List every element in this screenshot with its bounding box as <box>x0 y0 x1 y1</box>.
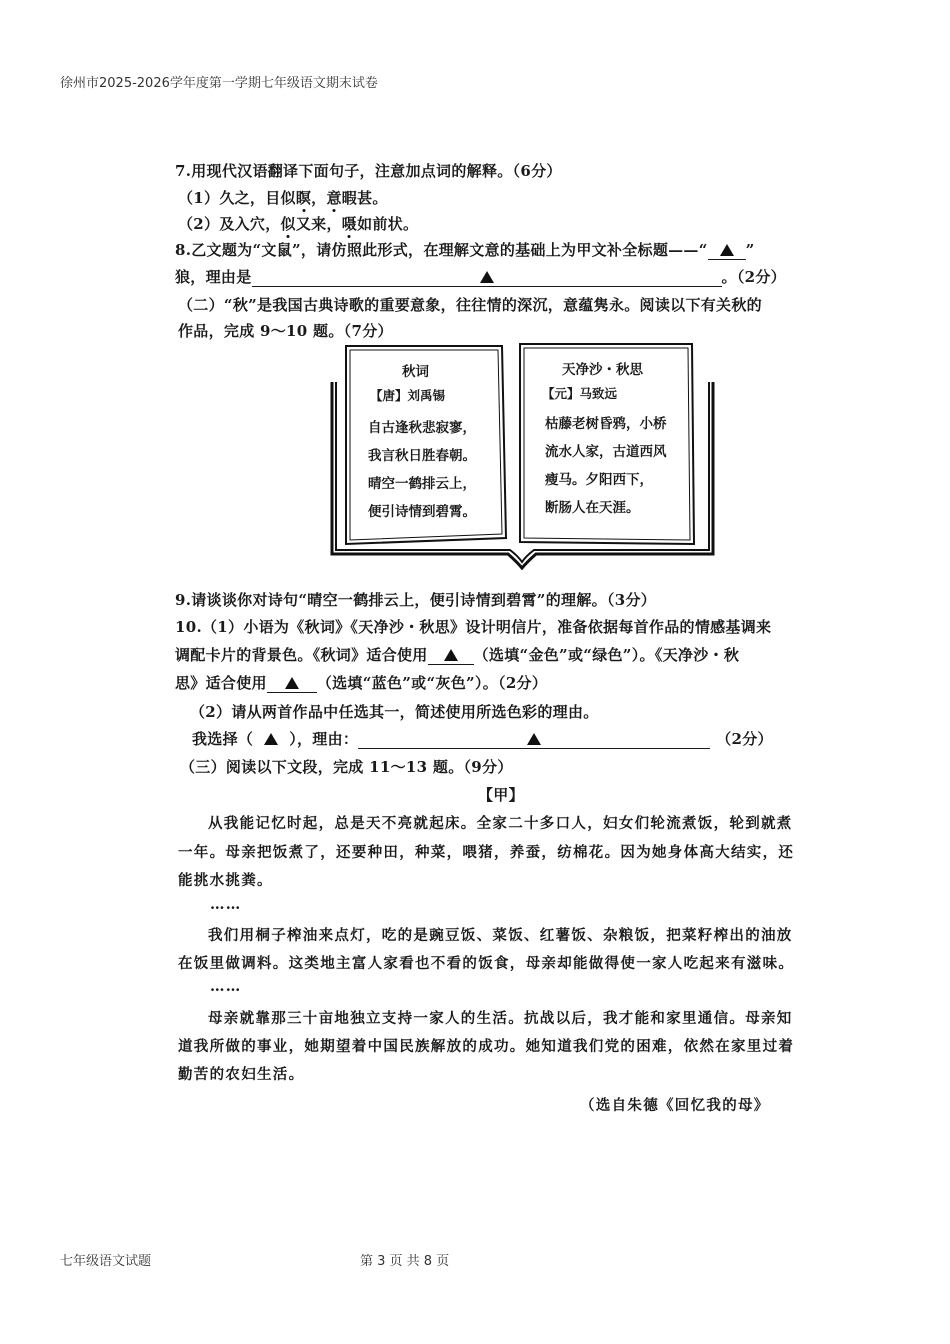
passage-p1-line: 一年。母亲把饭煮了，还要种田，种菜，喂猪，养蚕，纺棉花。因为她身体高大结实，还 <box>178 844 795 861</box>
passage-ellipsis: …… <box>210 896 242 913</box>
footer-page-number: 第 3 页 共 8 页 <box>360 1254 450 1269</box>
q8-line1-close: ” <box>745 241 755 259</box>
q10-line-3 <box>175 672 547 693</box>
q7-s1-mid: ， <box>311 189 327 207</box>
q10-color-blank-2[interactable] <box>267 674 317 693</box>
passage-p3-line: 勤苦的农妇生活。 <box>178 1066 305 1083</box>
footer-subject: 七年级语文试题 <box>60 1254 152 1269</box>
poem-left-line: 我言秋日胜春朝。 <box>368 448 476 464</box>
passage-p1-line: 从我能记忆时起，总是天不亮就起床。全家二十多口人，妇女们轮流煮饭，轮到就煮 <box>208 815 793 832</box>
passage-p2-line: 我们用桐子榨油来点灯，吃的是豌豆饭、菜饭、红薯饭、杂粮饭，把菜籽榨出的油放 <box>208 927 793 944</box>
passage-p1-line: 能挑水挑粪。 <box>178 872 273 889</box>
poem-right-author: 【元】马致远 <box>542 386 618 401</box>
q9-stem: 9.请谈谈你对诗句“晴空一鹤排云上，便引诗情到碧霄”的理解。（3分） <box>175 591 657 609</box>
poem-left-title: 秋词 <box>402 364 429 380</box>
q10-choice-blank[interactable] <box>253 730 289 748</box>
q10-line3-text: 思》适合使用 <box>175 674 267 692</box>
q8-line-2 <box>175 266 786 287</box>
q7-s1-dotted-word: 瞑 <box>295 189 312 207</box>
q7-sentence-2 <box>178 213 418 234</box>
section-2-intro-line-1: （二）“秋”是我国古典诗歌的重要意象，往往情的深沉，意蕴隽永。阅读以下有关秋的 <box>178 296 762 314</box>
q8-line-1 <box>175 239 755 260</box>
q10-choose-line <box>192 728 773 749</box>
passage-p2-line: 在饭里做调料。这类地主富人家看也不看的饭食，母亲却能做得使一家人吃起来有滋味。 <box>178 955 795 972</box>
poem-right-line: 瘦马。夕阳西下， <box>545 472 653 488</box>
poem-left-author: 【唐】刘禹锡 <box>370 388 446 403</box>
section-3-intro: （三）阅读以下文段，完成 11～13 题。（9分） <box>180 758 513 776</box>
q7-s1-dotted-word-2: 意 <box>326 189 342 207</box>
q10-line2-rest: （选填“金色”或“绿色”）。《天净沙・秋 <box>473 646 740 664</box>
q7-s2-mid: 又来， <box>295 215 342 233</box>
passage-ellipsis: …… <box>210 978 242 995</box>
q10-line-2 <box>175 644 739 665</box>
q8-reason-blank[interactable] <box>252 268 722 287</box>
q8-title-blank[interactable] <box>708 241 746 260</box>
poem-left-line: 晴空一鹤排云上， <box>368 476 476 492</box>
q10-color-blank-1[interactable] <box>428 646 474 665</box>
q10-choose-pre: 我选择（ <box>192 730 254 748</box>
poem-right-title: 天净沙・秋思 <box>562 362 643 378</box>
q10-choose-points: （2分） <box>716 730 773 748</box>
q7-s2-rest: 如前状。 <box>357 215 419 233</box>
q8-line2-text: 狼，理由是 <box>175 268 252 286</box>
passage-label: 【甲】 <box>478 786 524 804</box>
q10-line2-text: 调配卡片的背景色。《秋词》适合使用 <box>175 646 428 664</box>
answer-triangle-icon <box>480 271 494 283</box>
answer-triangle-icon <box>527 733 541 745</box>
q10-choose-mid: ），理由： <box>289 730 359 748</box>
passage-p3-line: 道我所做的事业，她期望着中国民族解放的成功。她知道我们党的困难，依然在家里过着 <box>178 1038 795 1055</box>
poem-left-line: 便引诗情到碧霄。 <box>368 504 476 520</box>
answer-triangle-icon <box>720 244 734 256</box>
q8-points: 。（2分） <box>721 268 786 286</box>
q7-s2-dotted-word-2: 嗫 <box>341 215 358 233</box>
answer-triangle-icon <box>285 677 299 689</box>
poem-right-line: 流水人家，古道西风 <box>545 444 667 460</box>
answer-triangle-icon <box>444 649 458 661</box>
q10-reason-blank[interactable] <box>358 730 710 749</box>
q10-line-1: 10.（1）小语为《秋词》《天净沙・秋思》设计明信片，准备依据每首作品的情感基调来 <box>175 618 772 636</box>
poem-left-line: 自古逢秋悲寂寥， <box>368 420 476 436</box>
q10-part-2: （2）请从两首作品中任选其一，简述使用所选色彩的理由。 <box>190 703 599 721</box>
section-2-intro-line-2: 作品，完成 9～10 题。（7分） <box>178 322 393 340</box>
poem-right-line: 断肠人在天涯。 <box>545 500 640 516</box>
open-book-illustration <box>330 340 715 570</box>
q7-sentence-1 <box>178 187 388 208</box>
passage-source: （选自朱德《回忆我的母》 <box>580 1097 770 1114</box>
q7-s1-rest: 暇甚。 <box>341 189 388 207</box>
answer-triangle-icon <box>264 733 278 745</box>
q10-line3-rest: （选填“蓝色”或“灰色”）。（2分） <box>316 674 548 692</box>
q7-s2-dotted-word: 似 <box>280 215 296 233</box>
q7-s2-prefix: （2）及入穴， <box>178 215 281 233</box>
passage-p3-line: 母亲就靠那三十亩地独立支持一家人的生活。抗战以后，我才能和家里通信。母亲知 <box>208 1010 793 1027</box>
poem-right-line: 枯藤老树昏鸦，小桥 <box>545 416 667 432</box>
q7-s1-prefix: （1）久之，目似 <box>178 189 296 207</box>
q8-line1-text: 8.乙文题为“文鼠”，请仿照此形式，在理解文意的基础上为甲文补全标题——“ <box>175 241 708 259</box>
q7-stem: 7.用现代汉语翻译下面句子，注意加点词的解释。（6分） <box>175 162 562 180</box>
page-header: 徐州市2025-2026学年度第一学期七年级语文期末试卷 <box>60 76 378 91</box>
